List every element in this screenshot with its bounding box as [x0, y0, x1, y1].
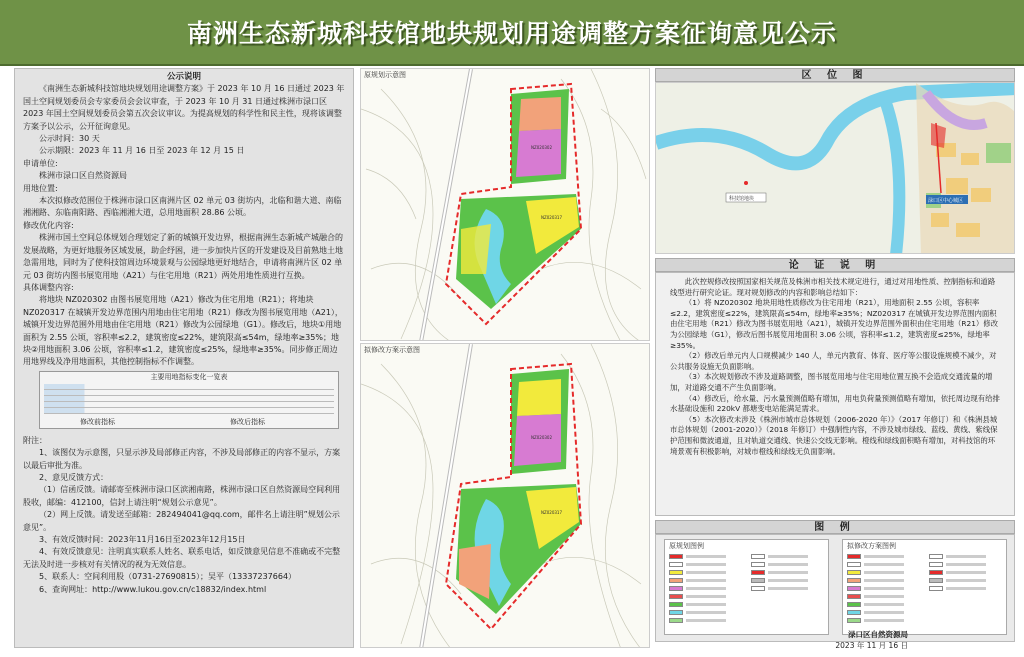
location-tag-city: 渌口区中心城区	[928, 198, 964, 204]
legend-after-col-1	[847, 552, 904, 624]
notice-intro: 《南洲生态新城科技馆地块规划用途调整方案》于 2023 年 10 月 16 日通过 2023 年国土空间规划委员会专家委员会会议审查，于 2023 年 10 月 31 日通过株洲市渌口区 2023 年国土空间规划委员会第五次会议审议。为提高规划的科学性和民主性，现将该调整方案予以公示，公开征询意见。	[23, 84, 345, 131]
explain-item: （1）将 NZ020302 地块用地性质修改为住宅用地（R21），用地面积 2.55 公顷，容积率≤2.2，建筑密度≤22%，建筑限高≤54m，绿地率≥35%；NZ020317 在城镇开发边界范围内面积由住宅用地（R21）修改为图书展览用地（A21），城镇开发边界范围外面积由住宅用地（R21）修改为公园绿地（G1），修改后图书展览用地面积 3.06 公顷，容积率≤1.2，建筑密度≤25%，绿地率≥35%。	[670, 298, 999, 350]
indicator-table	[39, 371, 339, 429]
legend-before-title: 原规划图例	[669, 542, 704, 550]
note-item: 6、查询网址：http://www.lukou.gov.cn/c18832/index.html	[39, 584, 267, 594]
map-before-label: 原规划示意图	[364, 71, 406, 79]
page-title: 南洲生态新城科技馆地块规划用途调整方案征询意见公示	[186, 19, 837, 48]
map-before	[360, 68, 650, 341]
notes-label: 附注：	[23, 435, 47, 445]
reason-label: 修改优化内容:	[23, 220, 74, 230]
applicant-name: 株洲市渌口区自然资源局	[39, 171, 127, 181]
content-text: 将地块 NZ020302 由图书展览用地（A21）修改为住宅用地（R21）；将地块 NZ020317 在城镇开发边界范围内用地由住宅用地（R21）修改为图书展览用地（A21），城镇开发边界范围外用地由住宅用地（R21）修改为公园绿地（G1）。修改后，地块①用地面积为 2.55 公顷，容积率≤2.2，建筑密度≤22%，建筑限高≤54m，绿地率≥35%；地块②用地面积 3.06 公顷，容积率≤1.2，建筑密度≤25%，绿地率≥35%。同步修正周边用地界线及净用地面积，其他控制指标不作调整。	[23, 295, 343, 367]
explain-item: （4）修改后，给水量、污水量预测值略有增加，用电负荷量预测值略有增加，依托周边现有给排水基础设施和 220kV 都塘变电站能满足需求。	[670, 393, 1000, 414]
explain-intro: 此次控规修改按照国家相关规范及株洲市相关技术规定进行，通过对用地性质、控制指标和道路线型进行研究论证。现对规划修改的内容和影响总结如下：	[670, 277, 996, 297]
note-item: （1）信函反馈。请邮寄至株洲市渌口区滨湘南路，株洲市渌口区自然资源局空间利用股收，邮编：412100，信封上请注明“规划公示意见”。	[23, 485, 341, 507]
notes-list	[23, 447, 345, 596]
right-column	[655, 68, 1015, 648]
content-label: 具体调整内容:	[23, 282, 74, 292]
table-caption-before: 修改前指标	[80, 417, 115, 426]
legend-before-col-1	[669, 552, 726, 624]
note-item: （2）网上反馈。请发送至邮箱：282494041@qq.com，邮件名上请注明”规划公示意见”。	[23, 510, 340, 532]
note-item: 4、有效反馈意见：注明真实联系人姓名、联系电话，如反馈意见信息不准确或不完整无法及时进一步核对有关情况的视为无效信息。	[23, 547, 341, 569]
map-before-drawing	[361, 69, 650, 341]
notice-panel	[14, 68, 354, 648]
location-map	[655, 82, 1015, 254]
plot-label-4: NZ020317	[541, 510, 563, 515]
indicator-table-title: 主要用地指标变化一览表	[150, 372, 228, 381]
legend-area	[655, 534, 1015, 642]
location-text: 本次拟修改范围位于株洲市渌口区南洲片区 02 单元 03 街坊内，北临和谐大道、南临湘湘路、东临南阳路、西临湘湘大道，总用地面积 28.86 公顷。	[23, 196, 342, 218]
map-after	[360, 343, 650, 648]
indicator-table-rows	[44, 384, 334, 414]
note-item: 1、该图仅为示意图，只显示涉及局部修正内容，不涉及局部修正的内容不显示，方案以最后审批为准。	[23, 448, 341, 470]
legend-before	[664, 539, 829, 635]
legend-before-col-2	[751, 552, 808, 592]
explain-panel	[655, 272, 1015, 516]
notice-heading: 公示说明	[166, 72, 201, 82]
location-map-drawing	[656, 83, 1015, 254]
legend-after-title: 拟修改方案图例	[847, 542, 896, 550]
plot-label-2: NZ020317	[541, 215, 563, 220]
plot-label-3: NZ020302	[531, 435, 553, 440]
notice-period-dates: 公示期限：2023 年 11 月 16 日至 2023 年 12 月 15 日	[39, 146, 245, 156]
map-after-label: 拟修改方案示意图	[364, 346, 420, 354]
footer	[835, 629, 908, 651]
location-label: 用地位置:	[23, 183, 58, 193]
explain-heading: 论 证 说 明	[655, 258, 1015, 272]
note-item: 2、意见反馈方式：	[39, 472, 109, 482]
applicant-label: 申请单位:	[23, 158, 58, 168]
footer-date: 2023 年 11 月 16 日	[835, 641, 908, 650]
plot-label-1: NZ020302	[531, 145, 553, 150]
explain-item: （3）本次规划修改不涉及道路调整，图书展览用地与住宅用地位置互换不会造成交通流量的增加，对道路交通不产生负面影响。	[670, 372, 993, 392]
location-tag-site: 科技馆地块	[729, 196, 755, 202]
legend-after-col-2	[929, 552, 986, 592]
legend-after	[842, 539, 1007, 635]
note-item: 5、联系人：空间利用股（0731-27690815）；吴平（13337237664）	[39, 572, 297, 582]
location-heading: 区 位 图	[655, 68, 1015, 82]
legend-heading: 图 例	[655, 520, 1015, 534]
reason-text: 株洲市国土空间总体规划合理划定了新的城镇开发边界，根据南洲生态新城产城融合的发展战略，为更好地服务区域发展，助企纾困，进一步加快片区的开发建设及目前熟地土地急需用地，同时为了使科技馆周边环境景观与公园绿地更好地结合，申请将南洲片区 02 单元 03 街坊内图书展览用地（A21）与住宅用地（R21）两处用地性质进行互换。	[23, 233, 343, 280]
explain-item: （5）本次修改未涉及《株洲市城市总体规划（2006-2020 年）》（2017 年修订）和《株洲县城市总体规划（2001-2020）》（2018 年修订）中强制性内容，不涉及城市绿线、蓝线、黄线、紫线保护范围和微波通道，且对轨道交通线、快速公交线无影响。橙线和绿线面积略有增加，对科技馆的环境景观有积极影响，对城市橙线和绿线无负面影响。	[670, 414, 998, 456]
table-caption-after: 修改后指标	[230, 417, 265, 426]
notice-period: 公示时间：30 天	[39, 134, 100, 144]
map-after-drawing	[361, 344, 650, 648]
explain-item: （2）修改后单元内人口规模减少 140 人，单元内教育、体育、医疗等公服设施规模不减少，对公共服务设施无负面影响。	[670, 351, 997, 371]
title-bar	[0, 0, 1024, 66]
footer-org: 渌口区自然资源局	[848, 630, 908, 639]
note-item: 3、有效反馈时间：2023年11月16日至2023年12月15日	[39, 535, 246, 544]
